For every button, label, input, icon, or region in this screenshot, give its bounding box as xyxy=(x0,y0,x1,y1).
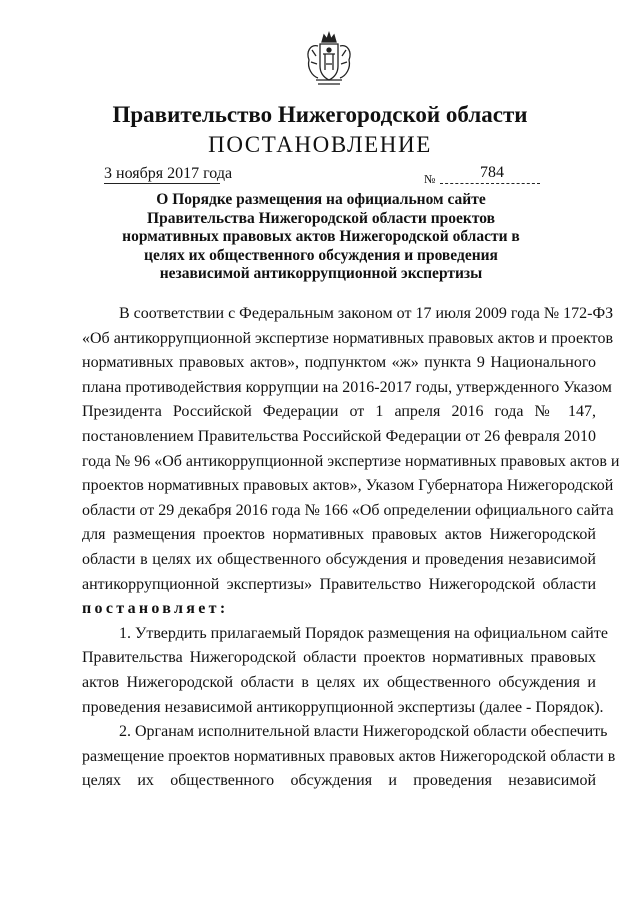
item-2-line: целях их общественного обсуждения и проведения независимой xyxy=(82,772,596,790)
preamble-line: для размещения проектов нормативных правовых актов Нижегородской xyxy=(82,526,596,544)
document-type: ПОСТАНОВЛЕНИЕ xyxy=(208,132,432,157)
subject-line: нормативных правовых актов Нижегородской области в xyxy=(122,228,520,246)
item-2-line: размещение проектов нормативных правовых актов Нижегородской области в xyxy=(82,747,616,765)
resolves-word: постановляет: xyxy=(82,600,229,618)
preamble-line: проектов нормативных правовых актов», Указом Губернатора Нижегородской xyxy=(82,477,614,495)
preamble-line: антикоррупционной экспертизы» Правительство Нижегородской области xyxy=(82,575,596,593)
preamble-line: постановлением Правительства Российской Федерации от 26 февраля 2010 xyxy=(82,427,596,445)
number-sign: № xyxy=(424,172,436,186)
item-1-line: актов Нижегородской области в целях их общественного обсуждения и xyxy=(82,673,596,691)
subject-line: Правительства Нижегородской области проектов xyxy=(147,209,495,227)
coat-of-arms-icon xyxy=(300,30,358,88)
subject-line: О Порядке размещения на официальном сайте xyxy=(156,191,486,208)
number-underline xyxy=(440,183,540,184)
preamble-line: В соответствии с Федеральным законом от 17 июля 2009 года № 172-ФЗ xyxy=(119,305,614,322)
item-1-line: проведения независимой антикоррупционной экспертизы (далее - Порядок). xyxy=(82,698,604,716)
preamble-line: нормативных правовых актов», подпунктом «ж» пункта 9 Национального xyxy=(82,354,596,372)
organization-title: Правительство Нижегородской области xyxy=(112,102,528,127)
preamble-line: области в целях их общественного обсуждения и проведения независимой xyxy=(82,550,596,568)
item-1-line: 1. Утвердить прилагаемый Порядок размещения на официальном сайте xyxy=(119,624,608,642)
document-number: 784 xyxy=(480,164,504,181)
subject-line: целях их общественного обсуждения и проведения xyxy=(144,246,498,264)
preamble-line: года № 96 «Об антикоррупционной экспертизе нормативных правовых актов и xyxy=(82,452,620,470)
document-subject xyxy=(100,191,542,284)
item-2-line: 2. Органам исполнительной власти Нижегородской области обеспечить xyxy=(119,723,608,741)
subject-line: независимой антикоррупционной экспертизы xyxy=(159,265,483,283)
preamble-line: плана противодействия коррупции на 2016-2017 годы, утвержденного Указом xyxy=(82,378,612,396)
preamble-line: «Об антикоррупционной экспертизе нормативных правовых актов и проектов xyxy=(82,329,613,347)
resolves-line xyxy=(82,597,596,622)
preamble-line: области от 29 декабря 2016 года № 166 «Об определении официального сайта xyxy=(82,501,614,519)
document-body xyxy=(82,302,620,794)
document-date: 3 ноября 2017 года xyxy=(104,165,233,182)
preamble-line: Президента Российской Федерации от 1 апреля 2016 года № 147, xyxy=(82,403,596,421)
date-underline xyxy=(104,183,220,184)
item-1-line: Правительства Нижегородской области проектов нормативных правовых xyxy=(82,649,596,667)
